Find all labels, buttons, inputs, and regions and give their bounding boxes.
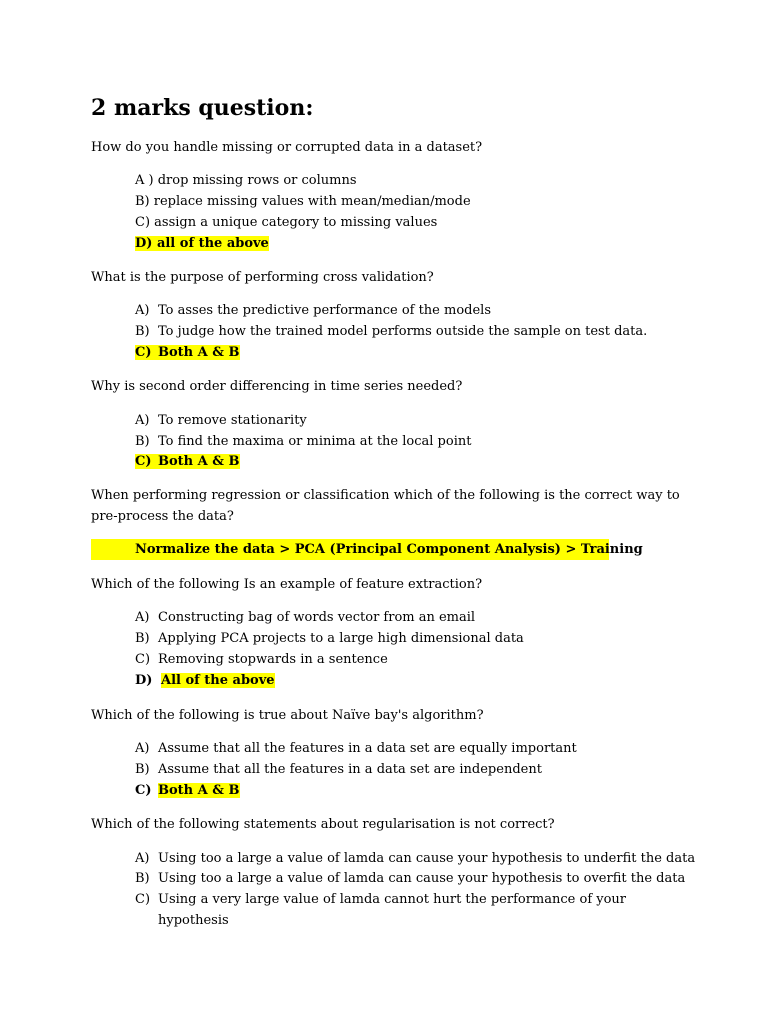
question-6: Which of the following is true about Naïve bay's algorithm? (91, 708, 484, 723)
option-text: To judge how the trained model performs outside the sample on test data. (158, 324, 648, 339)
q3-option-b (135, 431, 471, 452)
option-label: C) (135, 454, 152, 469)
q1-answer-highlight: D) all of the above (135, 236, 269, 251)
q5-option-b (135, 628, 524, 649)
option-label: C) (135, 892, 151, 907)
q2-option-c-answer (135, 342, 240, 363)
q6-option-b (135, 759, 542, 780)
option-text: Using a very large value of lamda cannot hurt the performance of your (158, 892, 627, 907)
q5-option-a (135, 607, 475, 628)
question-2: What is the purpose of performing cross validation? (91, 270, 434, 285)
q2-option-a (135, 300, 491, 321)
q1-option-c: C) assign a unique category to missing values (135, 215, 438, 230)
question-5: Which of the following Is an example of feature extraction? (91, 577, 483, 592)
option-text: Assume that all the features in a data set are independent (158, 762, 542, 777)
option-label: B) (135, 871, 150, 886)
option-label: B) (135, 324, 150, 339)
option-text: To find the maxima or minima at the local point (158, 434, 472, 449)
q2-answer-highlight (135, 345, 240, 360)
option-label: A) (135, 610, 150, 625)
option-text: Assume that all the features in a data set are equally important (158, 741, 577, 756)
question-7: Which of the following statements about regularisation is not correct? (91, 817, 555, 832)
option-label: D) (135, 673, 153, 688)
option-label: C) (135, 652, 151, 667)
option-label: A) (135, 741, 150, 756)
q5-option-d-answer (135, 670, 275, 691)
option-text: Both A & B (158, 345, 240, 360)
q7-option-c-continuation: hypothesis (158, 913, 229, 928)
q3-answer-highlight (135, 454, 240, 469)
q1-option-a: A ) drop missing rows or columns (135, 173, 357, 188)
q6-option-a (135, 738, 577, 759)
q3-option-c-answer (135, 451, 240, 472)
option-text: To asses the predictive performance of the models (158, 303, 492, 318)
option-label: A) (135, 413, 150, 428)
option-label: A) (135, 303, 150, 318)
q1-option-d-answer (135, 233, 269, 254)
option-text: Using too a large a value of lamda can cause your hypothesis to underfit the data (158, 851, 696, 866)
q6-answer-highlight: Both A & B (158, 783, 240, 798)
option-label: B) (135, 434, 150, 449)
question-4-line-2: pre-process the data? (91, 509, 234, 524)
q5-answer-highlight: All of the above (161, 673, 275, 688)
q7-option-a (135, 848, 695, 869)
question-3: Why is second order differencing in time series needed? (91, 379, 463, 394)
option-label: A) (135, 851, 150, 866)
option-label: B) (135, 631, 150, 646)
question-4-line-1: When performing regression or classification which of the following is the correct way to (91, 488, 680, 503)
q5-option-c (135, 649, 388, 670)
option-label: C) (135, 783, 152, 798)
q7-option-c (135, 889, 626, 910)
option-text: Applying PCA projects to a large high dimensional data (158, 631, 524, 646)
q7-option-b (135, 868, 685, 889)
option-text: Both A & B (158, 454, 240, 469)
q2-option-b (135, 321, 647, 342)
q4-answer: Normalize the data > PCA (Principal Component Analysis) > Training (135, 542, 643, 557)
option-label: B) (135, 762, 150, 777)
option-text: Constructing bag of words vector from an email (158, 610, 476, 625)
option-text: To remove stationarity (158, 413, 307, 428)
option-label: C) (135, 345, 152, 360)
option-text: Removing stopwards in a sentence (158, 652, 388, 667)
question-1: How do you handle missing or corrupted data in a dataset? (91, 140, 483, 155)
page-title: 2 marks question: (91, 95, 314, 121)
option-text: Using too a large a value of lamda can cause your hypothesis to overfit the data (158, 871, 686, 886)
q3-option-a (135, 410, 307, 431)
q6-option-c-answer (135, 780, 240, 801)
q1-option-b: B) replace missing values with mean/median/mode (135, 194, 471, 209)
